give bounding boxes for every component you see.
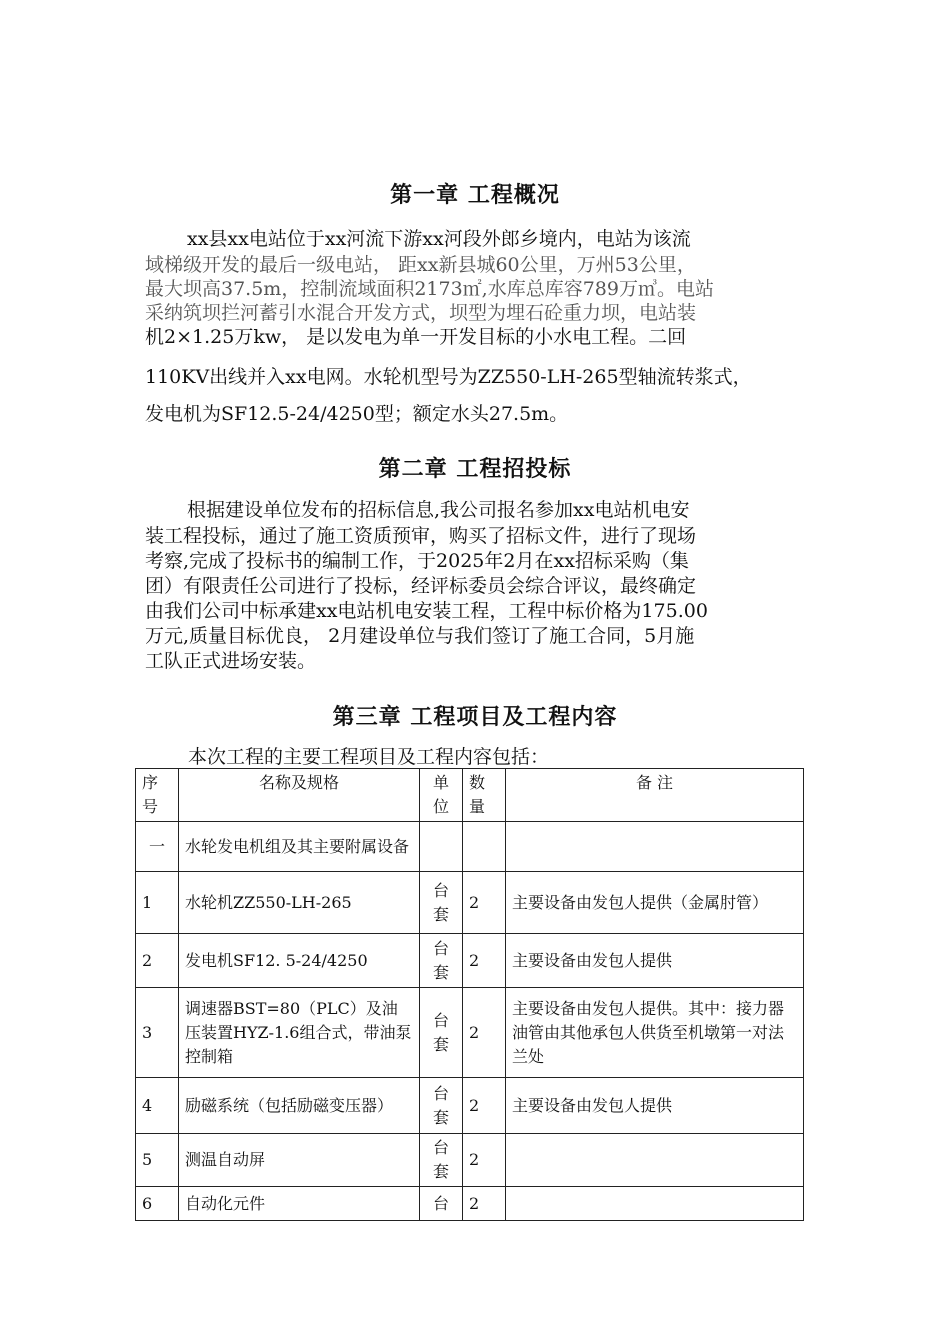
text-line: 装工程投标，通过了施工资质预审，购买了招标文件，进行了现场 [145, 525, 697, 547]
table-cell: 一 [136, 822, 179, 872]
text-line: 工队正式进场安装。 [145, 650, 317, 672]
header-cell: 单位 [420, 769, 463, 822]
table-cell: 台套 [420, 1078, 463, 1134]
table-cell [506, 1187, 804, 1221]
text-line: 域梯级开发的最后一级电站， 距xx新县城60公里，万州53公里， [145, 254, 696, 276]
table-cell: 6 [136, 1187, 179, 1221]
table-cell [420, 822, 463, 872]
table-cell: 自动化元件 [179, 1187, 420, 1221]
text-line: 机2×1.25万kw， 是以发电为单一开发目标的小水电工程。二回 [145, 326, 687, 348]
header-cell: 序号 [136, 769, 179, 822]
table-cell: 励磁系统（包括励磁变压器） [179, 1078, 420, 1134]
table-cell: 主要设备由发包人提供 [506, 934, 804, 988]
table-row [136, 1078, 804, 1134]
table-cell: 2 [463, 872, 506, 934]
table-row [136, 934, 804, 988]
table-cell: 2 [463, 988, 506, 1078]
table-cell: 台套 [420, 1134, 463, 1187]
text-line: 团）有限责任公司进行了投标，经评标委员会综合评议，最终确定 [145, 575, 697, 597]
header-cell: 数量 [463, 769, 506, 822]
chapter2-title: 第二章 工程招投标 [378, 457, 572, 482]
table-cell: 测温自动屏 [179, 1134, 420, 1187]
project-items-table [135, 768, 804, 1221]
table-row [136, 988, 804, 1078]
table-cell: 发电机SF12. 5-24/4250 [179, 934, 420, 988]
table-cell: 主要设备由发包人提供 [506, 1078, 804, 1134]
table-cell: 台 [420, 1187, 463, 1221]
table-cell: 2 [136, 934, 179, 988]
table-row [136, 872, 804, 934]
table-cell [506, 822, 804, 872]
text-line: xx县xx电站位于xx河流下游xx河段外郎乡境内，电站为该流 [187, 228, 691, 250]
table-cell: 2 [463, 1134, 506, 1187]
table-cell: 2 [463, 1187, 506, 1221]
chapter3-title: 第三章 工程项目及工程内容 [332, 705, 618, 730]
table-cell [506, 1134, 804, 1187]
table-cell [463, 822, 506, 872]
text-line: 根据建设单位发布的招标信息,我公司报名参加xx电站机电安 [187, 499, 690, 521]
text-line: 最大坝高37.5m，控制流域面积2173㎡,水库总库容789万㎥。电站 [145, 278, 714, 300]
table-header-row [136, 769, 804, 822]
table-cell: 台套 [420, 872, 463, 934]
table-cell: 水轮发电机组及其主要附属设备 [179, 822, 420, 872]
table-cell: 1 [136, 872, 179, 934]
table-cell: 台套 [420, 934, 463, 988]
table-row [136, 822, 804, 872]
table-row [136, 1134, 804, 1187]
text-line: 采纳筑坝拦河蓄引水混合开发方式，坝型为埋石砼重力坝，电站装 [145, 302, 697, 324]
table-cell: 2 [463, 1078, 506, 1134]
table-cell: 2 [463, 934, 506, 988]
table-cell: 主要设备由发包人提供（金属肘管） [506, 872, 804, 934]
header-cell: 名称及规格 [179, 769, 420, 822]
table-row [136, 1187, 804, 1221]
text-line: 考察,完成了投标书的编制工作，于2025年2月在xx招标采购（集 [145, 550, 689, 572]
text-line: 110KV出线并入xx电网。水轮机型号为ZZ550-LH-265型轴流转浆式， [145, 366, 752, 388]
text-line: 发电机为SF12.5-24/4250型；额定水头27.5m。 [145, 403, 569, 425]
table-cell: 3 [136, 988, 179, 1078]
table-cell: 4 [136, 1078, 179, 1134]
text-line: 由我们公司中标承建xx电站机电安装工程，工程中标价格为175.00 [145, 600, 708, 622]
table-cell: 主要设备由发包人提供。其中：接力器油管由其他承包人供货至机墩第一对法兰处 [506, 988, 804, 1078]
table-cell: 水轮机ZZ550-LH-265 [179, 872, 420, 934]
text-line: 万元,质量目标优良， 2月建设单位与我们签订了施工合同，5月施 [145, 625, 695, 647]
chapter1-title: 第一章 工程概况 [390, 183, 560, 208]
header-cell: 备 注 [506, 769, 804, 822]
table-intro-text: 本次工程的主要工程项目及工程内容包括： [188, 746, 550, 768]
table-cell: 调速器BST=80（PLC）及油压装置HYZ-1.6组合式，带油泵控制箱 [179, 988, 420, 1078]
table-cell: 5 [136, 1134, 179, 1187]
table-cell: 台套 [420, 988, 463, 1078]
